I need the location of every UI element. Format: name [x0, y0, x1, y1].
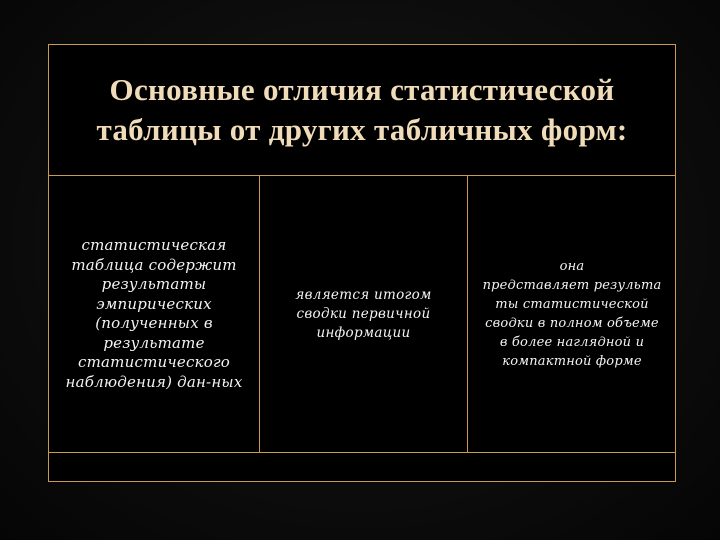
slide-title: Основные отличия статистической таблицы от других табличных форм:: [96, 72, 628, 147]
slide-frame: [48, 44, 676, 482]
table-cell-1: [49, 176, 259, 452]
table-cell-2: [260, 176, 467, 452]
table-empty-row: [49, 453, 675, 481]
title-block: [49, 45, 675, 175]
table-cell-3: [468, 176, 676, 452]
table-cell-3-text: она представляет результа ты статистической сводки в полном объеме в более наглядной и компактной форме: [482, 259, 662, 369]
table-cell-1-text: статистическая таблица содержит результаты эмпирических (полученных в результате статистического наблюдения) дан-ных: [65, 236, 243, 391]
table-cell-2-text: является итогом сводки первичной информации: [295, 286, 432, 341]
